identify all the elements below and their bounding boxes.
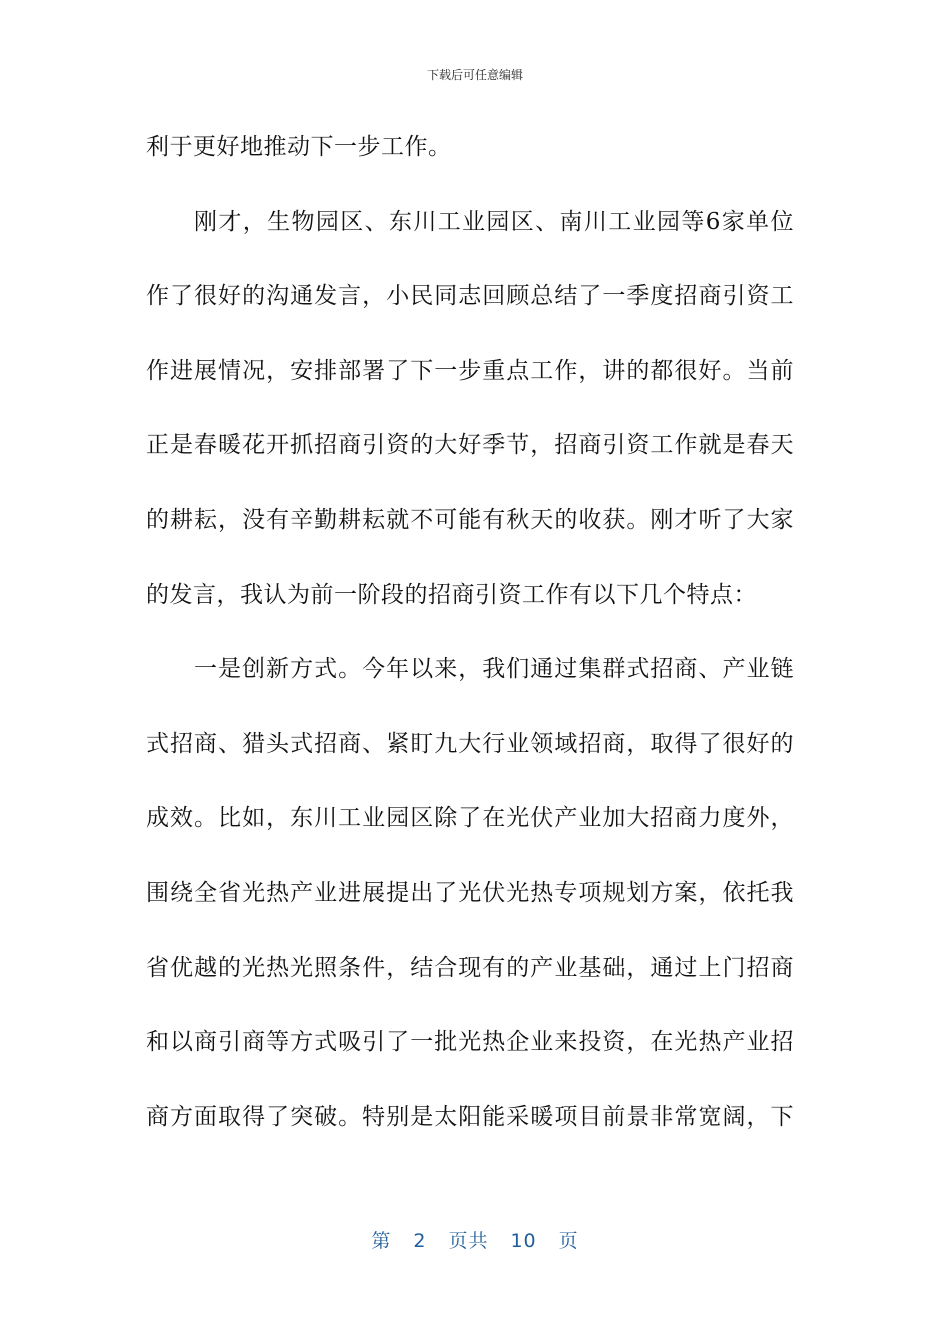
footer-prefix: 第	[371, 1230, 392, 1252]
document-body	[146, 110, 794, 1154]
text-line: 式招商、猎头式招商、紧盯九大行业领域招商，取得了很好的	[146, 730, 794, 757]
footer-middle: 页共	[448, 1230, 489, 1252]
text-line: 和以商引商等方式吸引了一批光热企业来投资，在光热产业招	[146, 1029, 794, 1056]
text-line: 的发言，我认为前一阶段的招商引资工作有以下几个特点：	[146, 581, 757, 608]
text-line: 一是创新方式。今年以来，我们通过集群式招商、产业链	[194, 656, 794, 683]
text-line: 刚才，生物园区、东川工业园区、南川工业园等6家单位	[194, 208, 794, 235]
header-text: 下载后可任意编辑	[426, 68, 523, 82]
page-header	[0, 66, 950, 83]
text-line: 省优越的光热光照条件，结合现有的产业基础，通过上门招商	[146, 954, 794, 981]
page-footer	[0, 1226, 950, 1253]
text-line: 商方面取得了突破。特别是太阳能采暖项目前景非常宽阔，下	[146, 1103, 794, 1130]
text-line: 围绕全省光热产业进展提出了光伏光热专项规划方案，依托我	[146, 879, 794, 906]
text-line: 作进展情况，安排部署了下一步重点工作，讲的都很好。当前	[146, 357, 794, 384]
footer-total-pages: 10	[510, 1230, 537, 1252]
footer-suffix: 页	[558, 1230, 579, 1252]
text-line: 的耕耘，没有辛勤耕耘就不可能有秋天的收获。刚才听了大家	[146, 506, 794, 533]
text-line: 成效。比如，东川工业园区除了在光伏产业加大招商力度外，	[146, 805, 794, 832]
text-line: 正是春暖花开抓招商引资的大好季节，招商引资工作就是春天	[146, 432, 794, 459]
footer-page-number: 2	[413, 1230, 427, 1252]
text-line: 利于更好地推动下一步工作。	[146, 134, 452, 160]
text-line: 作了很好的沟通发言，小民同志回顾总结了一季度招商引资工	[146, 283, 794, 310]
